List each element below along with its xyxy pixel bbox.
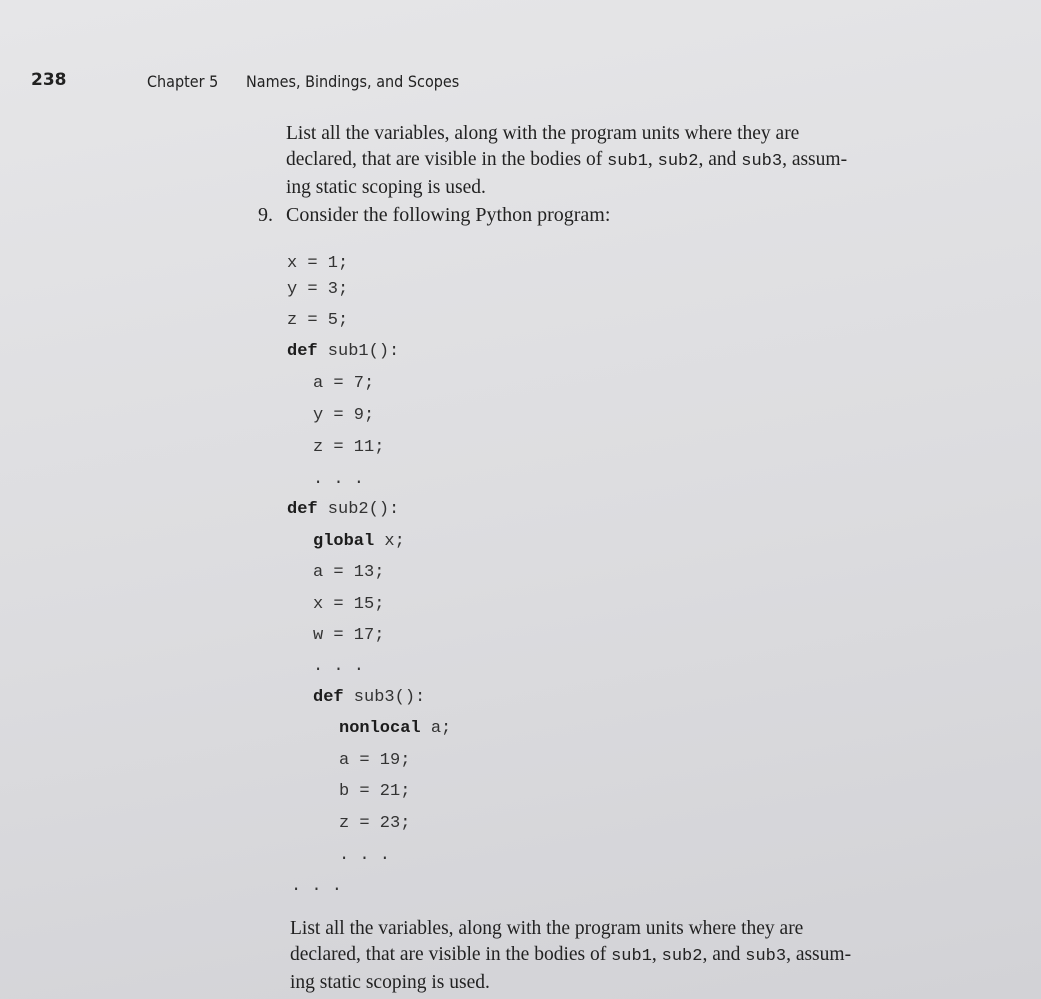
code-ellipsis: . . .	[313, 657, 365, 676]
closing-line-1: List all the variables, along with the program units where they are	[290, 918, 804, 939]
closing-line-2-b: ,	[651, 944, 662, 965]
chapter-title: Names, Bindings, and Scopes	[246, 72, 460, 91]
code-line	[313, 688, 425, 707]
intro-sub3: sub3	[741, 152, 783, 171]
closing-line-2-d: , assum-	[786, 944, 852, 965]
code-text: sub1():	[317, 342, 400, 361]
code-line	[313, 532, 405, 551]
code-line: a = 19;	[339, 751, 411, 770]
code-text: x;	[374, 532, 405, 551]
closing-line-2-a: declared, that are visible in the bodies of	[290, 944, 612, 965]
code-text: sub2():	[317, 500, 400, 519]
code-ellipsis: . . .	[313, 470, 365, 489]
intro-line-2	[286, 147, 946, 175]
closing-sub2: sub2	[661, 947, 703, 966]
code-line: w = 17;	[313, 626, 385, 645]
question-number: 9.	[258, 204, 273, 226]
closing-sub3: sub3	[745, 947, 787, 966]
closing-line-2	[290, 942, 950, 970]
code-line: a = 13;	[313, 563, 385, 582]
closing-paragraph	[290, 916, 950, 996]
closing-line-2-c: , and	[702, 944, 746, 965]
intro-line-2-d: , assum-	[782, 149, 848, 170]
intro-line-1: List all the variables, along with the program units where they are	[286, 123, 800, 144]
code-keyword: nonlocal	[339, 719, 421, 738]
code-line	[339, 719, 451, 738]
code-line: z = 5;	[287, 311, 349, 330]
code-line: x = 15;	[313, 595, 385, 614]
code-line: z = 11;	[313, 438, 385, 457]
code-keyword: def	[287, 342, 318, 361]
intro-sub1: sub1	[607, 152, 648, 171]
code-keyword: def	[313, 688, 344, 707]
code-ellipsis: . . .	[339, 846, 391, 865]
code-line: y = 9;	[313, 406, 375, 425]
closing-line-3: ing static scoping is used.	[290, 972, 490, 993]
code-line: a = 7;	[313, 374, 375, 393]
code-line	[287, 342, 399, 361]
code-line	[287, 500, 399, 519]
intro-sub2: sub2	[657, 152, 699, 171]
code-text: a;	[420, 719, 452, 738]
intro-line-3: ing static scoping is used.	[286, 177, 486, 198]
intro-line-2-a: declared, that are visible in the bodies of	[286, 149, 608, 170]
code-line: b = 21;	[339, 782, 411, 801]
code-line: y = 3;	[287, 280, 349, 299]
page-number: 238	[31, 70, 67, 90]
intro-line-2-b: ,	[647, 149, 658, 170]
question-text: Consider the following Python program:	[286, 204, 611, 226]
code-line: x = 1;	[287, 254, 349, 273]
chapter-label: Chapter 5	[147, 72, 219, 91]
code-keyword: def	[287, 500, 318, 519]
code-line: z = 23;	[339, 814, 411, 833]
code-keyword: global	[313, 532, 375, 551]
intro-paragraph	[286, 121, 946, 201]
closing-sub1: sub1	[611, 947, 652, 966]
intro-line-2-c: , and	[698, 149, 742, 170]
code-text: sub3():	[343, 688, 426, 707]
code-ellipsis: . . .	[291, 877, 343, 896]
